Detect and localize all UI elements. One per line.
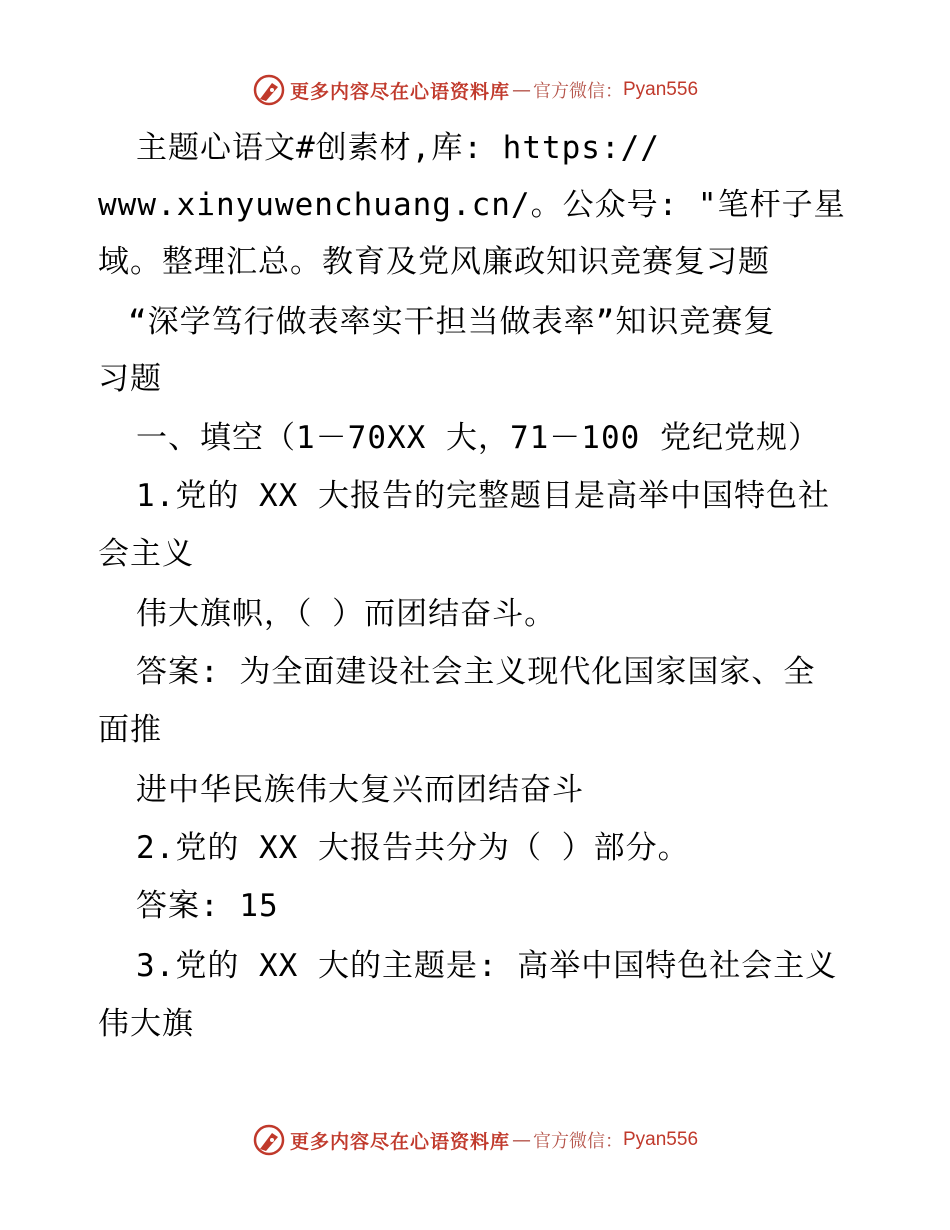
- banner-main-text: 更多内容尽在心语资料库: [289, 1130, 510, 1153]
- doc-line: 1.党的 XX 大报告的完整题目是高举中国特色社: [136, 478, 830, 514]
- pen-nib-logo-icon: [252, 1123, 286, 1157]
- banner-wechat-label: 官方微信：: [533, 81, 623, 102]
- doc-line: 习题: [98, 361, 162, 397]
- doc-line: 伟大旗帜，（ ）而团结奋斗。: [136, 596, 557, 632]
- banner-dash: —: [512, 1129, 531, 1151]
- banner-dash: —: [512, 79, 531, 101]
- banner-wechat-id: Pyan556: [623, 1129, 699, 1150]
- doc-line: www.xinyuwenchuang.cn/。公众号: "笔杆子星: [98, 187, 846, 223]
- doc-line: 主题心语文#创素材,库: https://: [136, 130, 660, 166]
- banner-main-text: 更多内容尽在心语资料库: [289, 80, 510, 103]
- doc-line: 会主义: [98, 536, 194, 572]
- header-watermark-banner: [0, 70, 950, 110]
- doc-line: “深学笃行做表率实干担当做表率”知识竞赛复: [128, 304, 776, 340]
- banner-wechat-label: 官方微信：: [533, 1131, 623, 1152]
- footer-watermark-banner: [0, 1120, 950, 1160]
- doc-line: 一、填空（1－70XX 大，71－100 党纪党规）: [136, 420, 820, 456]
- doc-line: 2.党的 XX 大报告共分为（ ）部分。: [136, 830, 690, 866]
- doc-line: 面推: [98, 712, 162, 748]
- doc-line: 3.党的 XX 大的主题是: 高举中国特色社会主义: [136, 948, 838, 984]
- doc-line: 答案: 为全面建设社会主义现代化国家国家、全: [136, 654, 816, 690]
- pen-nib-logo-icon: [252, 73, 286, 107]
- banner-wechat-id: Pyan556: [623, 79, 699, 100]
- doc-line: 域。整理汇总。教育及党风廉政知识竞赛复习题: [98, 244, 770, 280]
- doc-line: 伟大旗: [98, 1006, 194, 1042]
- doc-line: 进中华民族伟大复兴而团结奋斗: [136, 772, 584, 808]
- doc-line: 答案: 15: [136, 888, 279, 924]
